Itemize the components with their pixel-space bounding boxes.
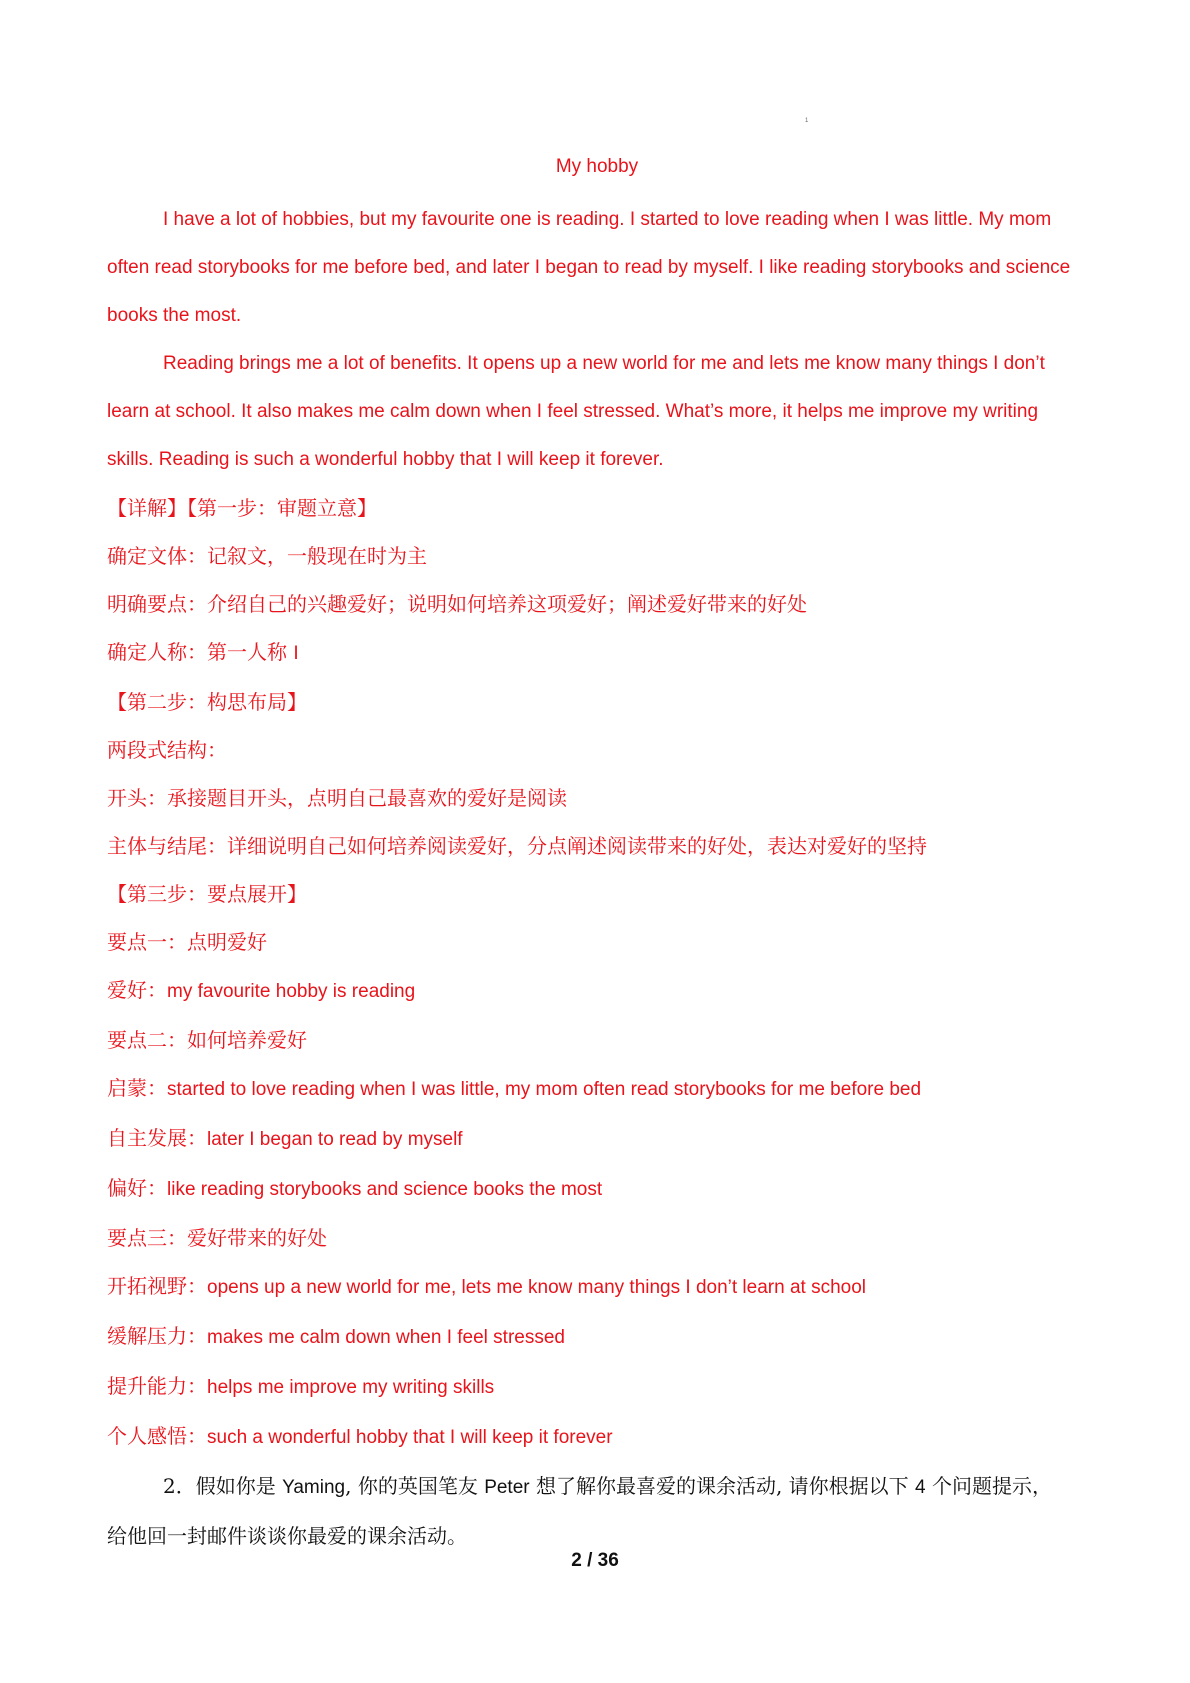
ability-label: 提升能力： <box>107 1374 207 1398</box>
stress-value: makes me calm down when I feel stressed <box>207 1327 565 1348</box>
hobby-value: my favourite hobby is reading <box>167 981 416 1002</box>
header-mark: 1 <box>805 118 809 124</box>
vision-label: 开拓视野： <box>107 1274 207 1298</box>
question2-friend: Peter <box>484 1477 530 1498</box>
analysis-ability <box>107 1362 1087 1412</box>
analysis-person <box>107 628 1087 678</box>
self-label: 自主发展： <box>107 1126 207 1150</box>
question2-number: 2． <box>163 1474 196 1498</box>
self-value: later I began to read by myself <box>207 1129 463 1150</box>
analysis-point2: 要点二：如何培养爱好 <box>107 1028 307 1052</box>
question2-name: Yaming <box>282 1477 346 1498</box>
pref-label: 偏好： <box>107 1176 167 1200</box>
analysis-heading-step2: 【第二步：构思布局】 <box>107 690 307 714</box>
analysis-heading-step3: 【第三步：要点展开】 <box>107 882 307 906</box>
analysis-body: 主体与结尾：详细说明自己如何培养阅读爱好，分点阐述阅读带来的好处，表达对爱好的坚持 <box>107 834 927 858</box>
question2-line1 <box>107 1462 1087 1512</box>
analysis-hobby <box>107 966 1087 1016</box>
stress-label: 缓解压力： <box>107 1324 207 1348</box>
essay-paragraph-2: Reading brings me a lot of benefits. It opens up a new world for me and lets me know many things I don’t learn at school. It also makes me calm down when I feel stressed. What’s more, it helps me improve my writing skills. Reading is such a wonderful hobby that I will keep it forever. <box>107 353 1045 470</box>
analysis-point3: 要点三：爱好带来的好处 <box>107 1226 327 1250</box>
question2-line2: 给他回一封邮件谈谈你最爱的课余活动。 <box>107 1524 467 1548</box>
question2-seg4: 个问题提示， <box>925 1474 1052 1498</box>
analysis-structure: 两段式结构： <box>107 738 227 762</box>
ability-value: helps me improve my writing skills <box>207 1377 495 1398</box>
analysis-stress <box>107 1312 1087 1362</box>
question2-seg1: 假如你是 <box>195 1474 283 1498</box>
person-label: 确定人称：第一人称 <box>107 640 294 664</box>
vision-value: opens up a new world for me, lets me know many things I don’t learn at school <box>207 1277 867 1298</box>
feeling-value: such a wonderful hobby that I will keep it forever <box>207 1427 613 1448</box>
analysis-pref <box>107 1164 1087 1214</box>
inspire-label: 启蒙： <box>107 1076 167 1100</box>
page-content <box>107 150 1087 1560</box>
pref-value: like reading storybooks and science books the most <box>167 1179 603 1200</box>
person-value: I <box>293 643 299 664</box>
inspire-value: started to love reading when I was little, my mom often read storybooks for me before bed <box>167 1079 922 1100</box>
hobby-label: 爱好： <box>107 978 167 1002</box>
question2-count: 4 <box>915 1477 926 1498</box>
feeling-label: 个人感悟： <box>107 1424 207 1448</box>
analysis-genre: 确定文体：记叙文，一般现在时为主 <box>107 544 427 568</box>
analysis-vision <box>107 1262 1087 1312</box>
analysis-opening: 开头：承接题目开头，点明自己最喜欢的爱好是阅读 <box>107 786 567 810</box>
analysis-point1: 要点一：点明爱好 <box>107 930 267 954</box>
question2-seg3: 想了解你最喜爱的课余活动, 请你根据以下 <box>529 1474 916 1498</box>
analysis-heading-step1: 【详解】【第一步：审题立意】 <box>107 496 377 520</box>
analysis-feeling <box>107 1412 1087 1462</box>
page-number: 2 / 36 <box>571 1550 619 1571</box>
essay-title: My hobby <box>555 156 639 177</box>
essay-paragraph-1: I have a lot of hobbies, but my favourite one is reading. I started to love reading when I was little. My mom often read storybooks for me before bed, and later I began to read by myself. I like reading storybooks and science books the most. <box>107 209 1071 326</box>
analysis-self <box>107 1114 1087 1164</box>
question2-seg2: , 你的英国笔友 <box>345 1474 485 1498</box>
analysis-points: 明确要点：介绍自己的兴趣爱好；说明如何培养这项爱好；阐述爱好带来的好处 <box>107 592 807 616</box>
analysis-inspire <box>107 1064 1087 1114</box>
